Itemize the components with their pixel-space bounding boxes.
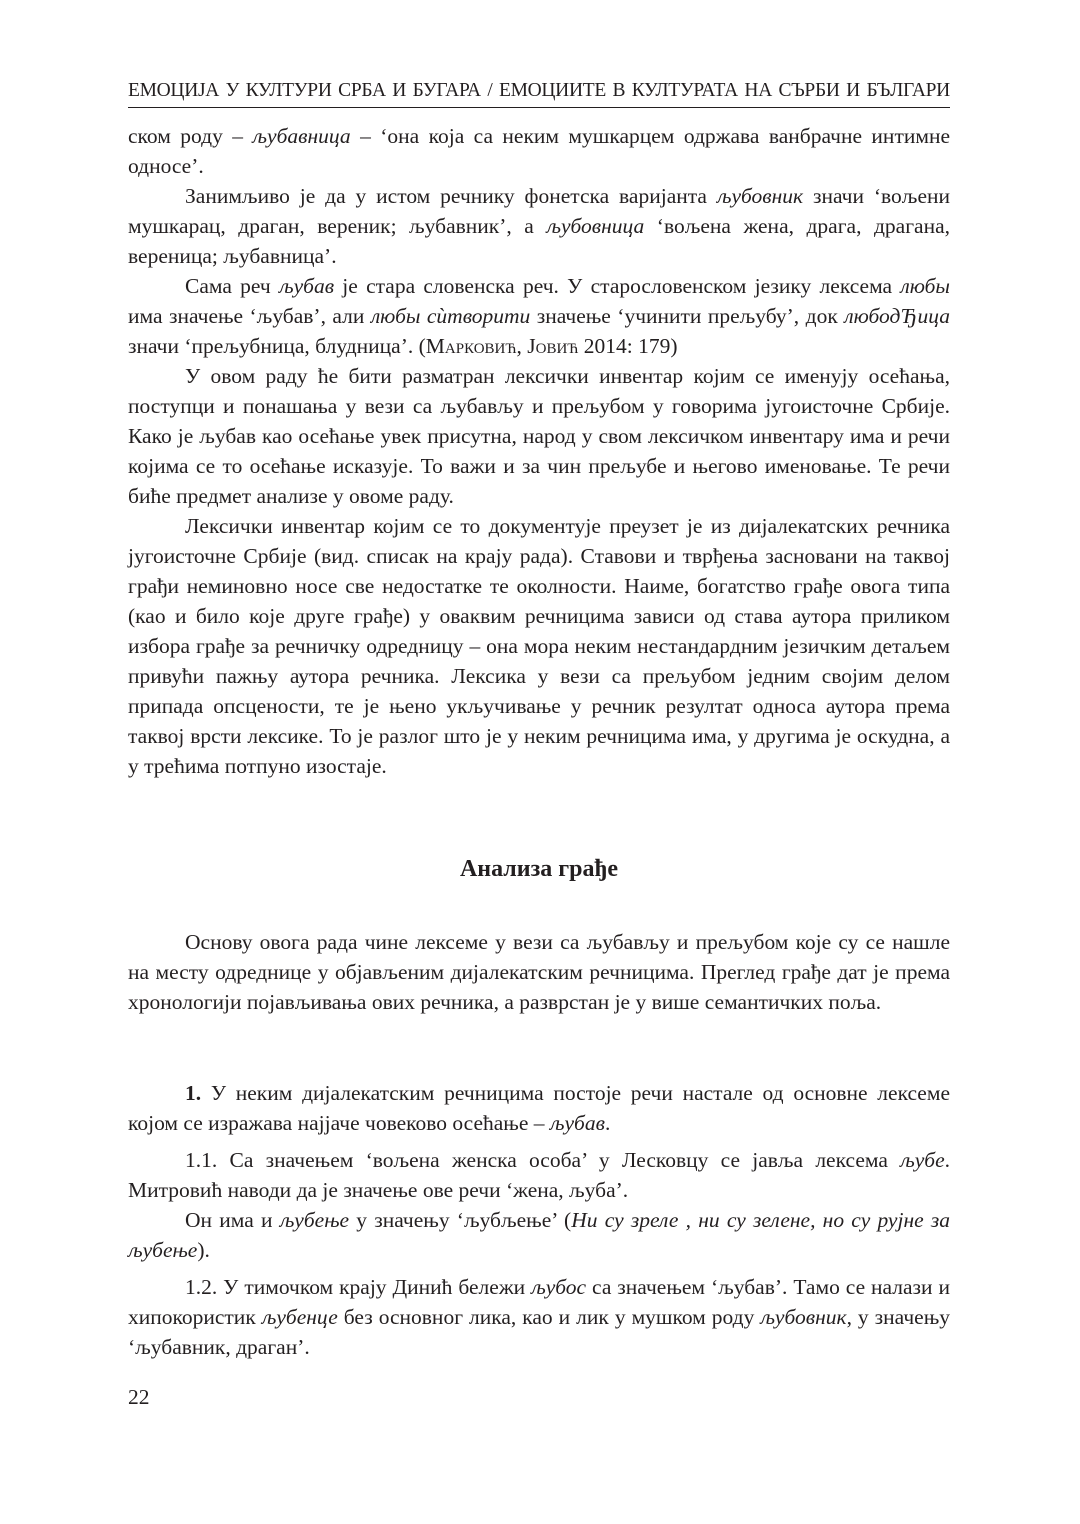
section-number: 1. xyxy=(185,1081,202,1105)
paragraph-2: Занимљиво је да у истом речнику фонетска варијанта љубовник значи ‘вољени мушкарац, драган, вереник; љубавник’, а љубовница ‘вољена жена, драга, драгана, вереница; љубавница’. xyxy=(128,184,950,268)
citation-authors: Марковић, Јовић xyxy=(425,334,579,358)
header-serbian-title: ЕМОЦИЈА У КУЛТУРИ СРБА И БУГАРА xyxy=(128,80,481,101)
paragraph-5: Лексички инвентар којим се то документује преузет је из дијалекатских речника југоисточне Србије (вид. списак на крају рада). Ставови и тврђења засновани на таквој грађи неминовно носе све недостатке те околности. Наиме, богатство грађе овога типа (као и било које друге грађе) у оваквим речницима зависи од става аутора приликом избора грађе за речничку одредницу – она мора неким нестандардним језичким детаљем привући пажњу аутора речника. Лексика у вези са прељубом једним својим делом припада опсцености, те је њено укључивање у речник резултат односа аутора према таквој врсти лексике. То је разлог што је у неким речницима има, у другима је оскудна, а у трећима потпуно изостаје. xyxy=(128,514,950,778)
paragraph-7: 1. У неким дијалекатским речницима постоје речи настале од основне лексеме којом се изражава најјаче човеково осећање – љубав. xyxy=(128,1081,950,1135)
running-header xyxy=(128,80,950,108)
paragraph-1: ском роду – љубавница – ‘она која са неким мушкарцем одржава ванбрачне интимне односе’. xyxy=(128,124,950,178)
paragraph-9: Он има и љубење у значењу ‘љубљење’ (Ни су зреле , ни су зелене, но су рујне за љубење). xyxy=(128,1208,951,1262)
page-number: 22 xyxy=(128,1385,150,1409)
paragraph-3: Сама реч љубав је стара словенска реч. У старословенском језику лексема любы има значење ‘љубав’, али любы сѝтворити значење ‘учинити прељубу’, док любодЂица значи ‘прељубница, блудница’. (Марковић, Јовић 2014: 179) xyxy=(128,274,950,358)
header-bulgarian-title: ЕМОЦИИТЕ В КУЛТУРАТА НА СЪРБИ И БЪЛГАРИ xyxy=(498,80,950,101)
paragraph-8: 1.1. Са значењем ‘вољена женска особа’ у Лесковцу се јавља лексема љубе. Митровић наводи да је значење ове речи ‘жена, љуба’. xyxy=(128,1148,950,1202)
section-heading: Анализа грађе xyxy=(459,856,619,882)
paragraph-10: 1.2. У тимочком крају Динић бележи љубос са значењем ‘љубав’. Тамо се налази и хипокористик љубенце без основног лика, као и лик у мушком роду љубовник, у значењу ‘љубавник, драган’. xyxy=(128,1275,950,1359)
paragraph-6: Основу овога рада чине лексеме у вези са љубављу и прељубом које су се нашле на месту одреднице у објављеним дијалекатским речницима. Преглед грађе дат је према хронологији појављивања ових речника, а разврстан је у више семантичких поља. xyxy=(128,930,950,1014)
main-text xyxy=(128,121,950,1362)
header-separator: / xyxy=(480,80,499,101)
paragraph-4: У овом раду ће бити разматран лексички инвентар којим се именују осећања, поступци и понашања у вези са љубављу и прељубом у говорима југоисточне Србије. Како је љубав као осећање увек присутна, народ у свом лексичком инвентару има и речи којима се то осећање исказује. То важи и за чин прељубе и његово именовање. Те речи биће предмет анализе у овоме раду. xyxy=(128,364,950,508)
